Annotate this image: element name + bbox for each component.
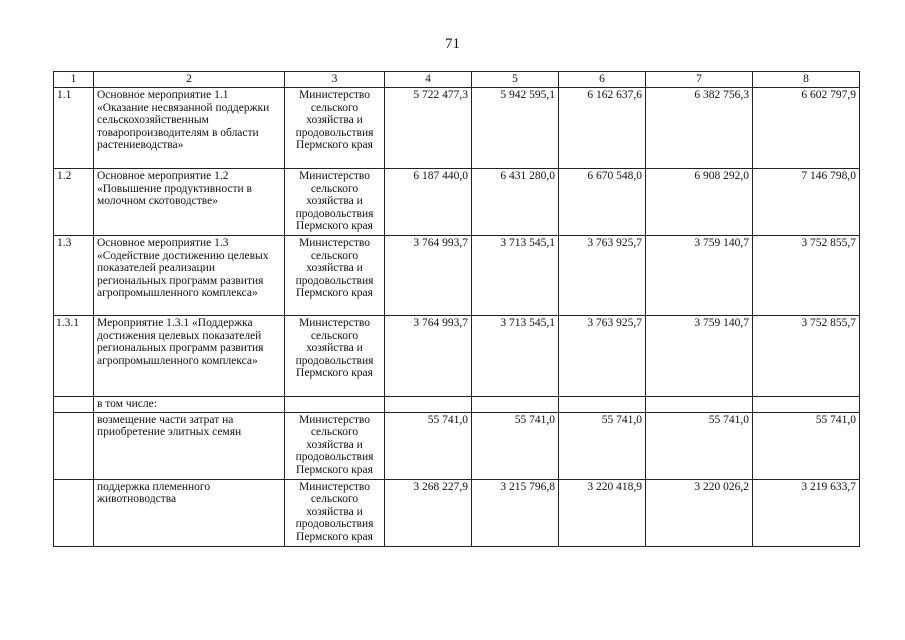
row-value-col7: 3 759 140,7 (646, 316, 753, 397)
header-cell: 1 (54, 72, 94, 88)
row-value-col4: 6 187 440,0 (385, 169, 472, 236)
row-number: 1.3.1 (54, 316, 94, 397)
row-value-col5: 55 741,0 (472, 412, 559, 479)
table-header-row (54, 72, 860, 88)
row-ministry (285, 397, 385, 413)
row-number: 1.1 (54, 88, 94, 169)
row-number (54, 412, 94, 479)
row-value-col6 (559, 397, 646, 413)
row-name: в том числе: (94, 397, 285, 413)
table-row (54, 316, 860, 397)
row-ministry: Министерство сельского хозяйства и продовольствия Пермского края (285, 412, 385, 479)
row-name: возмещение части затрат на приобретение элитных семян (94, 412, 285, 479)
row-value-col6: 3 763 925,7 (559, 236, 646, 316)
row-name: Основное мероприятие 1.2 «Повышение продуктивности в молочном скотоводстве» (94, 169, 285, 236)
header-cell: 8 (753, 72, 860, 88)
row-value-col6: 55 741,0 (559, 412, 646, 479)
row-value-col6: 6 670 548,0 (559, 169, 646, 236)
row-ministry: Министерство сельского хозяйства и продовольствия Пермского края (285, 316, 385, 397)
header-cell: 4 (385, 72, 472, 88)
row-value-col7 (646, 397, 753, 413)
header-cell: 3 (285, 72, 385, 88)
row-name: Основное мероприятие 1.1 «Оказание несвязанной поддержки сельскохозяйственным товаропроизводителям в области растениеводства» (94, 88, 285, 169)
row-number (54, 397, 94, 413)
row-value-col5: 6 431 280,0 (472, 169, 559, 236)
row-ministry: Министерство сельского хозяйства и продовольствия Пермского края (285, 236, 385, 316)
row-ministry: Министерство сельского хозяйства и продовольствия Пермского края (285, 169, 385, 236)
header-cell: 2 (94, 72, 285, 88)
row-value-col7: 3 220 026,2 (646, 479, 753, 546)
row-value-col7: 3 759 140,7 (646, 236, 753, 316)
page-number: 71 (445, 36, 460, 52)
row-value-col6: 6 162 637,6 (559, 88, 646, 169)
row-name: Основное мероприятие 1.3 «Содействие достижению целевых показателей реализации региональных программ развития агропромышленного комплекса» (94, 236, 285, 316)
row-ministry: Министерство сельского хозяйства и продовольствия Пермского края (285, 479, 385, 546)
row-value-col7: 6 908 292,0 (646, 169, 753, 236)
row-value-col8: 6 602 797,9 (753, 88, 860, 169)
row-value-col8: 3 752 855,7 (753, 236, 860, 316)
row-name: поддержка племенного животноводства (94, 479, 285, 546)
row-value-col5: 5 942 595,1 (472, 88, 559, 169)
table-row (54, 412, 860, 479)
row-value-col8 (753, 397, 860, 413)
header-cell: 6 (559, 72, 646, 88)
table-row (54, 169, 860, 236)
table-row (54, 88, 860, 169)
table-row (54, 236, 860, 316)
table-row (54, 479, 860, 546)
row-number: 1.3 (54, 236, 94, 316)
row-value-col4: 3 764 993,7 (385, 236, 472, 316)
row-value-col5: 3 215 796,8 (472, 479, 559, 546)
row-value-col4: 5 722 477,3 (385, 88, 472, 169)
row-value-col8: 7 146 798,0 (753, 169, 860, 236)
row-value-col6: 3 763 925,7 (559, 316, 646, 397)
row-name: Мероприятие 1.3.1 «Поддержка достижения целевых показателей региональных программ развития агропромышленного комплекса» (94, 316, 285, 397)
row-value-col4: 3 764 993,7 (385, 316, 472, 397)
table-row (54, 397, 860, 413)
row-value-col8: 3 752 855,7 (753, 316, 860, 397)
row-value-col5 (472, 397, 559, 413)
row-value-col4: 55 741,0 (385, 412, 472, 479)
row-value-col6: 3 220 418,9 (559, 479, 646, 546)
row-value-col4 (385, 397, 472, 413)
row-value-col5: 3 713 545,1 (472, 236, 559, 316)
row-value-col8: 3 219 633,7 (753, 479, 860, 546)
row-ministry: Министерство сельского хозяйства и продовольствия Пермского края (285, 88, 385, 169)
row-value-col7: 55 741,0 (646, 412, 753, 479)
row-value-col4: 3 268 227,9 (385, 479, 472, 546)
header-cell: 7 (646, 72, 753, 88)
row-value-col5: 3 713 545,1 (472, 316, 559, 397)
budget-table (53, 71, 860, 547)
row-value-col8: 55 741,0 (753, 412, 860, 479)
header-cell: 5 (472, 72, 559, 88)
row-number: 1.2 (54, 169, 94, 236)
row-value-col7: 6 382 756,3 (646, 88, 753, 169)
row-number (54, 479, 94, 546)
